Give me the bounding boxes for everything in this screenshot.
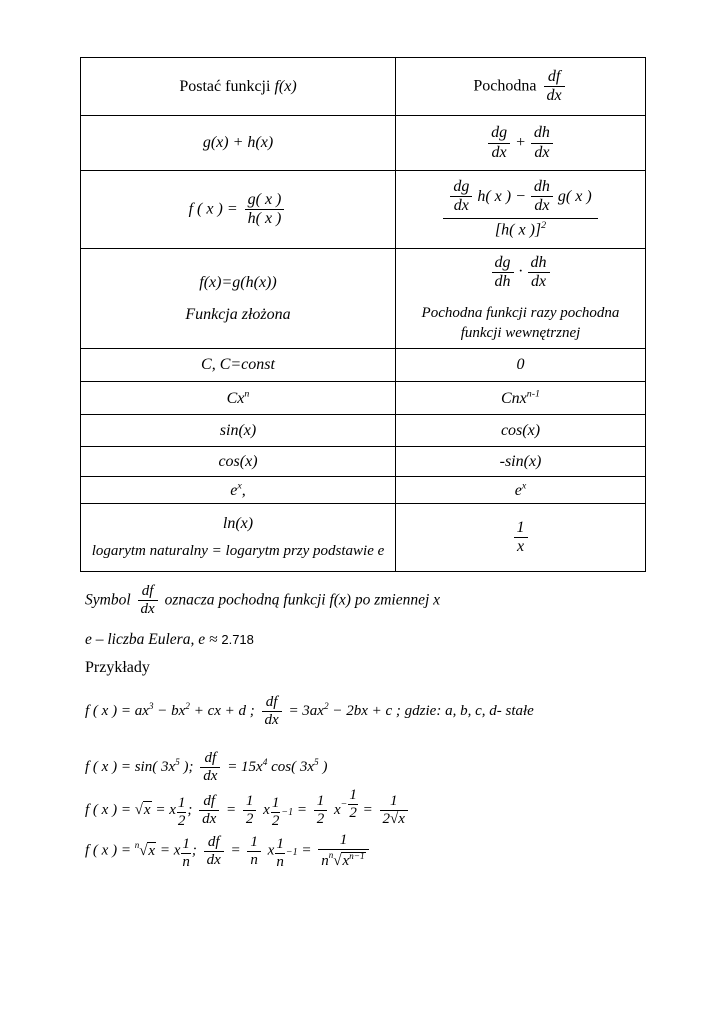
radical-arg: x (148, 842, 156, 859)
dh-dx-fraction: $\frac{dh}{dx}$ (531, 178, 553, 216)
dfdx-fraction: $\frac{df}{dx}$ (138, 583, 158, 619)
math-token: = 15x (227, 759, 263, 776)
quotient-denominator: [h( x )]$^2$ (443, 218, 597, 241)
header-function-label: Postać funkcji (179, 77, 271, 95)
header-derivative-label: Pochodna (473, 77, 537, 95)
dfdx-fraction: $\frac{df}{dx}$ (204, 834, 224, 870)
exp-derivative: $e^x$ (514, 480, 527, 499)
cell-sin-function (81, 415, 396, 447)
radical (135, 801, 152, 818)
one-over-n-fraction: $\frac{1}{n}$ (247, 834, 261, 870)
chain-rule-expression (402, 254, 639, 292)
math-token: ) (322, 759, 328, 776)
cell-sum-derivative (396, 116, 646, 171)
sin-function: sin(x) (219, 421, 257, 439)
radical-sign: √ (333, 853, 342, 870)
dfdx-fraction: $\frac{df}{dx}$ (199, 793, 219, 829)
header-cell-function (81, 58, 396, 116)
exponent: 2 (323, 702, 329, 713)
example-nth-root (85, 832, 372, 871)
table-header-row (81, 58, 646, 116)
symbol-note-prefix: Symbol (85, 591, 131, 609)
math-token: = (362, 801, 373, 818)
row-ln (81, 504, 646, 572)
math-token: = (301, 842, 312, 859)
exponent: 1 2 −1 (271, 794, 294, 829)
math-token: f ( x ) = (85, 801, 131, 818)
math-token: x (263, 801, 270, 818)
symbol-note-suffix: oznacza pochodną funkcji f(x) po zmiennej x (164, 591, 441, 609)
ln-function-caption: logarytm naturalny = logarytm przy podstawie e (91, 543, 385, 559)
cell-sin-derivative (396, 415, 646, 447)
example-sqrt (85, 787, 411, 830)
radical-sign: √ (134, 801, 143, 818)
cell-quotient-function (81, 171, 396, 249)
math-token: − 2bx + c ; gdzie: a, b, c, d- stałe (332, 703, 534, 720)
chain-rule-caption: Pochodna funkcji razy pochodna funkcji wewnętrznej (421, 305, 620, 341)
result-fraction: $\frac{1}{n^n√x^{n-1}}$ (318, 832, 368, 871)
math-token: ; (187, 801, 193, 818)
g-over-h-fraction: $\frac{g( x )}{h( x )}$ (245, 191, 285, 229)
math-token: = (296, 801, 307, 818)
cell-exp-function (81, 477, 396, 504)
exponent: 3 (148, 702, 154, 713)
cell-constant-function (81, 349, 396, 382)
header-cell-derivative (396, 58, 646, 116)
row-constant (81, 349, 646, 382)
math-token: ); (183, 759, 194, 776)
exp-function: $e^x$, (230, 480, 246, 499)
cell-sum-function (81, 116, 396, 171)
exponent: 1 n −1 (276, 835, 298, 870)
exponent: 2 (185, 702, 190, 713)
euler-text: e – liczba Eulera, e ≈ (85, 631, 218, 648)
quotient-function-prefix: f ( x ) = (188, 200, 238, 218)
sum-function: g(x) + h(x) (202, 134, 274, 151)
cell-constant-derivative (396, 349, 646, 382)
row-sin (81, 415, 646, 447)
math-token: g( x ) (557, 188, 592, 206)
example-sine (85, 750, 327, 786)
constant-derivative: 0 (516, 356, 525, 373)
one-over-x-fraction: $\frac{1}{x}$ (514, 519, 528, 557)
dfdx-fraction: $\frac{df}{dx}$ (544, 68, 565, 106)
dg-dx-fraction: $\frac{dg}{dx}$ (450, 178, 472, 216)
dh-dx-fraction: $\frac{dh}{dx}$ (528, 254, 550, 292)
constant-function: C, C=const (201, 356, 275, 373)
cell-cos-derivative (396, 447, 646, 477)
sin-derivative: cos(x) (500, 421, 541, 439)
header-function-math: f(x) (274, 77, 297, 95)
root-index: n (134, 839, 140, 850)
root-index: n (328, 850, 334, 861)
exponent: 4 (262, 758, 268, 769)
math-token: = (230, 842, 241, 859)
euler-value: 2.718 (221, 632, 254, 647)
exponent: 1 2 (177, 794, 186, 829)
math-token: x (267, 842, 275, 859)
exponent: 5 (175, 758, 180, 769)
cell-quotient-derivative (396, 171, 646, 249)
ln-function: ln(x) (222, 515, 254, 532)
cell-chain-derivative (396, 249, 646, 349)
cell-exp-derivative (396, 477, 646, 504)
math-token: = x (159, 842, 181, 859)
nth-root-radical (134, 839, 156, 859)
power-function: Cx$^n$ (226, 388, 250, 407)
derivative-table (80, 57, 646, 572)
exponent: − 1 2 (340, 787, 357, 822)
cos-derivative: -sin(x) (499, 452, 542, 470)
examples-heading: Przykłady (85, 659, 150, 676)
plus-operator: + (515, 133, 526, 151)
math-token: ; (191, 842, 197, 859)
math-token: x (333, 801, 341, 818)
quotient-rule-fraction (443, 178, 597, 241)
row-cos (81, 447, 646, 477)
math-token: = 3ax (288, 703, 324, 720)
power-derivative: Cnx$^{n-1}$ (501, 388, 540, 407)
exponent: 1 n (182, 835, 190, 870)
dh-dx-fraction: $\frac{dh}{dx}$ (531, 124, 553, 162)
math-token: f ( x ) = sin( 3x (85, 759, 176, 776)
row-power (81, 382, 646, 415)
chain-function: f(x)=g(h(x)) (199, 273, 277, 291)
symbol-note (85, 583, 440, 619)
math-token: f ( x ) = ax (85, 703, 149, 720)
euler-note (85, 631, 254, 649)
row-sum-rule (81, 116, 646, 171)
radical-arg: x (143, 801, 151, 818)
math-token: = x (155, 801, 176, 818)
math-token: = (226, 801, 237, 818)
dot-operator: · (518, 263, 523, 281)
exponent: n−1 (349, 852, 365, 863)
exponent: 5 (314, 758, 319, 769)
cell-ln-derivative (396, 504, 646, 572)
cell-chain-function (81, 249, 396, 349)
radical-arg: $x^{n-1}$ (342, 852, 365, 870)
dg-dh-fraction: $\frac{dg}{dh}$ (492, 254, 514, 292)
cos-function: cos(x) (218, 452, 258, 470)
row-quotient-rule (81, 171, 646, 249)
dg-dx-fraction: $\frac{dg}{dx}$ (488, 124, 510, 162)
math-token: cos( 3x (271, 759, 315, 776)
cell-cos-function (81, 447, 396, 477)
one-half-fraction: $\frac{1}{2}$ (243, 793, 257, 829)
cell-ln-function (81, 504, 396, 572)
math-token: h( x ) − (477, 188, 526, 206)
dfdx-fraction: $\frac{df}{dx}$ (262, 694, 282, 730)
cell-power-derivative (396, 382, 646, 415)
cell-power-function (81, 382, 396, 415)
math-token: f ( x ) = (85, 842, 131, 859)
dfdx-fraction: $\frac{df}{dx}$ (200, 750, 220, 786)
result-fraction: $\frac{1}{2√x}$ (380, 793, 408, 829)
radical-sign: √ (139, 842, 148, 859)
example-polynomial (85, 694, 534, 730)
math-token: + cx + d ; (193, 703, 255, 720)
row-chain-rule (81, 249, 646, 349)
math-token: − bx (157, 703, 186, 720)
one-half-fraction: $\frac{1}{2}$ (314, 793, 328, 829)
row-exp (81, 477, 646, 504)
chain-function-caption: Funkcja złożona (185, 305, 291, 323)
